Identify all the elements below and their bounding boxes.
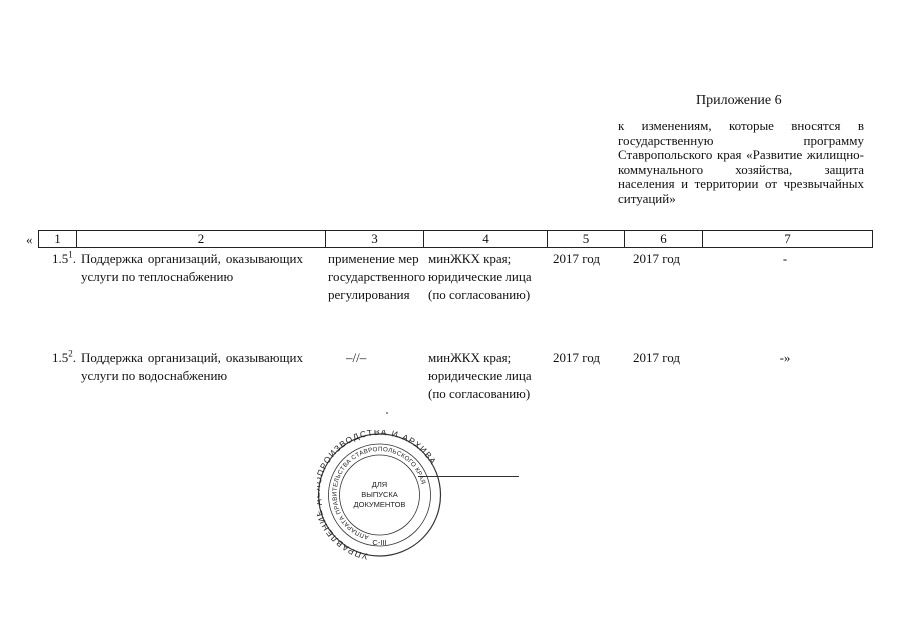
column-number-1: 1: [39, 231, 77, 248]
row-name: Поддержка организаций, оказывающих услуги по водоснабжению: [81, 350, 303, 383]
column-number-7: 7: [703, 231, 873, 248]
row-number: $1.5^1$.: [52, 249, 76, 266]
row-end-year: 2017 год: [633, 350, 680, 365]
row-note: -: [782, 251, 788, 266]
row-executor: минЖКХ края; юридические лица (по согласованию): [428, 251, 532, 302]
stamp-inner-text: АППАРАТА ПРАВИТЕЛЬСТВА СТАВРОПОЛЬСКОГО КРАЯ: [331, 445, 427, 541]
stamp-code: С-III: [372, 538, 387, 547]
row-measure: –//–: [346, 350, 367, 365]
stamp-graphic: [317, 430, 442, 560]
row-note: -»: [779, 350, 791, 365]
column-number-row: [39, 231, 873, 248]
stamp-center-line-3: ДОКУМЕНТОВ: [353, 500, 406, 509]
speck: [386, 412, 388, 414]
column-number-5: 5: [548, 231, 625, 248]
column-number-2: 2: [77, 231, 326, 248]
stamp-center-line-2: ВЫПУСКА: [361, 490, 398, 499]
row-start-year: 2017 год: [553, 251, 600, 266]
page-title: Приложение 6: [696, 93, 782, 108]
row-end-year: 2017 год: [633, 251, 680, 266]
opening-quote: «: [26, 232, 33, 247]
column-number-3: 3: [326, 231, 424, 248]
official-stamp: [317, 430, 442, 560]
table-header: [38, 230, 873, 248]
row-number: $1.5^2$.: [52, 348, 76, 365]
row-executor: минЖКХ края; юридические лица (по согласованию): [428, 350, 532, 401]
column-number-6: 6: [625, 231, 703, 248]
row-start-year: 2017 год: [553, 350, 600, 365]
page-subtitle: к изменениям, которые вносятся в государственную программу Ставропольского края «Развитие жилищно-коммунального хозяйства, защита населения и территории от чрезвычайных ситуаций»: [618, 118, 864, 206]
stamp-outer-text: УПРАВЛЕН РОИЗВОДСТВА И АРХИВА: [317, 430, 439, 560]
row-name: Поддержка организаций, оказывающих услуги по теплоснабжению: [81, 251, 303, 284]
stamp-center-line-1: ДЛЯ: [371, 480, 388, 489]
column-number-4: 4: [424, 231, 548, 248]
row-measure: применение мер государственного регулирования: [328, 251, 426, 302]
